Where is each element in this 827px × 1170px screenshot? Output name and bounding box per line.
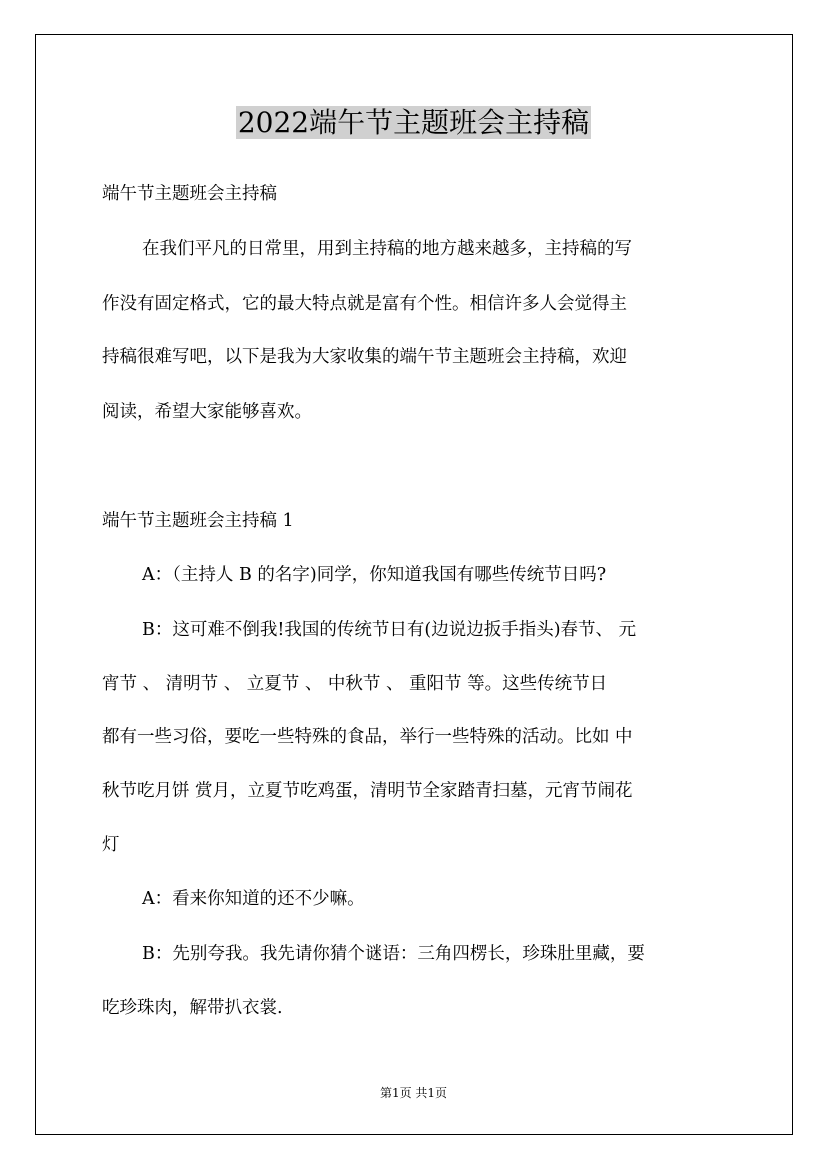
dialog-line-3: 宵节 、 清明节 、 立夏节 、 中秋节 、 重阳节 等。这些传统节日 xyxy=(102,674,608,694)
section-heading-1: 端午节主题班会主持稿 xyxy=(102,184,277,204)
intro-line-3: 持稿很难写吧，以下是我为大家收集的端午节主题班会主持稿，欢迎 xyxy=(102,347,627,367)
dialog-line-8: B：先别夸我。我先请你猜个谜语：三角四楞长，珍珠肚里藏，要 xyxy=(142,944,645,964)
dialog-line-2: B：这可难不倒我!我国的传统节日有(边说边扳手指头)春节、 元 xyxy=(142,620,637,640)
document-title: 2022端午节主题班会主持稿 xyxy=(237,106,590,139)
dialog-line-5: 秋节吃月饼 赏月，立夏节吃鸡蛋，清明节全家踏青扫墓，元宵节闹花 xyxy=(102,781,633,801)
dialog-line-6: 灯 xyxy=(102,835,120,855)
intro-line-1: 在我们平凡的日常里，用到主持稿的地方越来越多，主持稿的写 xyxy=(142,239,632,259)
page-footer: 第1页 共1页 xyxy=(379,1086,448,1100)
dialog-line-7: A：看来你知道的还不少嘛。 xyxy=(142,889,365,909)
dialog-line-9: 吃珍珠肉，解带扒衣裳. xyxy=(102,998,283,1018)
section-heading-2: 端午节主题班会主持稿 1 xyxy=(102,511,294,531)
intro-line-2: 作没有固定格式，它的最大特点就是富有个性。相信许多人会觉得主 xyxy=(102,294,627,314)
intro-line-4: 阅读，希望大家能够喜欢。 xyxy=(102,402,312,422)
dialog-line-1: A：（主持人 B 的名字)同学，你知道我国有哪些传统节日吗? xyxy=(142,565,607,585)
dialog-line-4: 都有一些习俗，要吃一些特殊的食品，举行一些特殊的活动。比如 中 xyxy=(102,727,633,747)
